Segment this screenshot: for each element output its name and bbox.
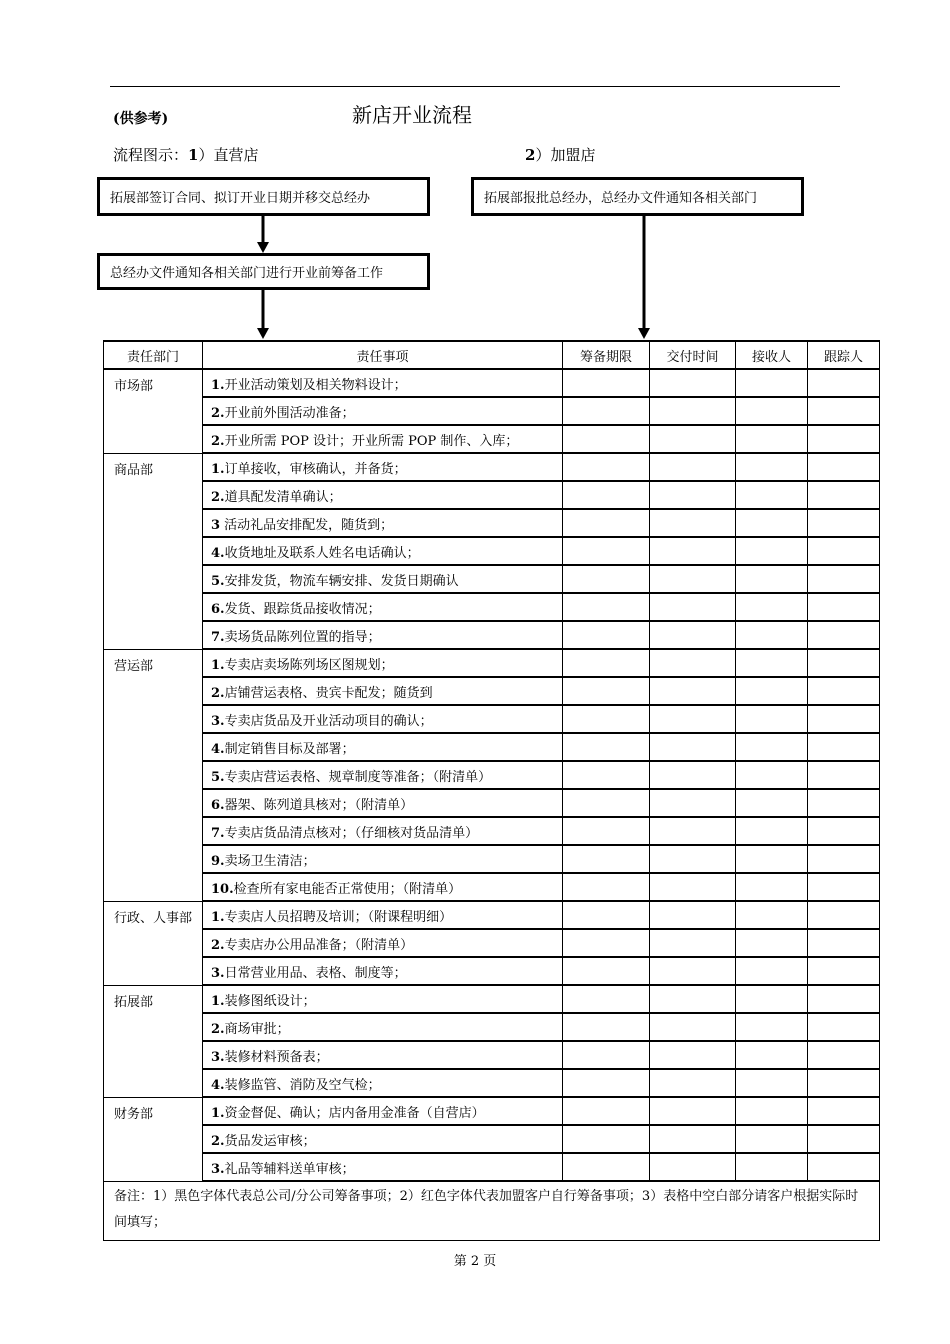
delivery-time-cell[interactable] bbox=[650, 481, 736, 509]
table-row bbox=[104, 677, 880, 705]
flow-box-direct-step2: 总经办文件通知各相关部门进行开业前筹备工作 bbox=[97, 253, 430, 290]
table-row bbox=[104, 873, 880, 901]
receiver-cell[interactable] bbox=[736, 369, 808, 397]
item-cell bbox=[203, 593, 563, 621]
item-cell bbox=[203, 1069, 563, 1097]
receiver-cell[interactable] bbox=[736, 649, 808, 677]
tracker-cell[interactable] bbox=[808, 845, 880, 873]
department-cell: 营运部 bbox=[104, 649, 203, 901]
delivery-time-cell[interactable] bbox=[650, 425, 736, 453]
item-cell bbox=[203, 789, 563, 817]
item-number: 5. bbox=[211, 769, 225, 785]
item-number: 3 bbox=[211, 517, 221, 533]
deadline-cell[interactable] bbox=[563, 1153, 650, 1181]
item-number: 1. bbox=[211, 909, 225, 925]
tracker-cell[interactable] bbox=[808, 1125, 880, 1153]
flow-arrows bbox=[0, 0, 950, 345]
table-row bbox=[104, 537, 880, 565]
table-row bbox=[104, 593, 880, 621]
deadline-cell[interactable] bbox=[563, 509, 650, 537]
item-number: 2. bbox=[211, 489, 225, 505]
table-row bbox=[104, 425, 880, 453]
deadline-cell[interactable] bbox=[563, 733, 650, 761]
delivery-time-cell[interactable] bbox=[650, 677, 736, 705]
delivery-time-cell[interactable] bbox=[650, 509, 736, 537]
receiver-cell[interactable] bbox=[736, 1069, 808, 1097]
item-number: 9. bbox=[211, 853, 225, 869]
item-cell bbox=[203, 677, 563, 705]
receiver-cell[interactable] bbox=[736, 733, 808, 761]
deadline-cell[interactable] bbox=[563, 1069, 650, 1097]
item-text: 收货地址及联系人姓名电话确认； bbox=[224, 545, 420, 561]
tracker-cell[interactable] bbox=[808, 817, 880, 845]
department-cell: 行政、人事部 bbox=[104, 901, 203, 985]
item-text: 货品发运审核； bbox=[224, 1133, 316, 1149]
tracker-cell[interactable] bbox=[808, 985, 880, 1013]
responsibility-table bbox=[103, 340, 880, 1241]
table-row bbox=[104, 397, 880, 425]
receiver-cell[interactable] bbox=[736, 1013, 808, 1041]
table-row bbox=[104, 985, 880, 1013]
item-number: 2. bbox=[211, 433, 225, 449]
item-text: 安排发货，物流车辆安排、发货日期确认 bbox=[224, 573, 459, 589]
item-cell bbox=[203, 733, 563, 761]
item-text: 专卖店卖场陈列场区图规划； bbox=[224, 657, 394, 673]
flow-label-2-num: 2 bbox=[525, 146, 536, 164]
tracker-cell[interactable] bbox=[808, 929, 880, 957]
delivery-time-cell[interactable] bbox=[650, 649, 736, 677]
item-text: 店铺营运表格、贵宾卡配发；随货到 bbox=[224, 685, 433, 701]
item-text: 开业活动策划及相关物料设计； bbox=[224, 377, 407, 393]
receiver-cell[interactable] bbox=[736, 537, 808, 565]
deadline-cell[interactable] bbox=[563, 453, 650, 481]
deadline-cell[interactable] bbox=[563, 621, 650, 649]
table-row bbox=[104, 929, 880, 957]
deadline-cell[interactable] bbox=[563, 761, 650, 789]
item-text: 活动礼品安排配发，随货到； bbox=[220, 517, 394, 533]
item-number: 2. bbox=[211, 1133, 225, 1149]
flow-label-prefix: 流程图示： bbox=[113, 146, 189, 164]
deadline-cell[interactable] bbox=[563, 957, 650, 985]
header-item: 责任事项 bbox=[203, 341, 563, 369]
tracker-cell[interactable] bbox=[808, 705, 880, 733]
item-cell bbox=[203, 481, 563, 509]
table-row bbox=[104, 705, 880, 733]
deadline-cell[interactable] bbox=[563, 929, 650, 957]
table-body bbox=[104, 341, 880, 1241]
header-delivery-time: 交付时间 bbox=[650, 341, 736, 369]
deadline-cell[interactable] bbox=[563, 901, 650, 929]
item-cell bbox=[203, 425, 563, 453]
item-text: 器架、陈列道具核对；（附清单） bbox=[224, 797, 414, 813]
tracker-cell[interactable] bbox=[808, 733, 880, 761]
table-row bbox=[104, 369, 880, 397]
arrow-head-1 bbox=[257, 242, 269, 253]
delivery-time-cell[interactable] bbox=[650, 1069, 736, 1097]
table-note: 备注：1）黑色字体代表总公司/分公司筹备事项；2）红色字体代表加盟客户自行筹备事项；3）表格中空白部分请客户根据实际时间填写； bbox=[104, 1181, 880, 1241]
table-header-row bbox=[104, 341, 880, 369]
deadline-cell[interactable] bbox=[563, 1125, 650, 1153]
item-number: 6. bbox=[211, 601, 225, 617]
delivery-time-cell[interactable] bbox=[650, 957, 736, 985]
tracker-cell[interactable] bbox=[808, 873, 880, 901]
deadline-cell[interactable] bbox=[563, 985, 650, 1013]
delivery-time-cell[interactable] bbox=[650, 1097, 736, 1125]
department-cell: 财务部 bbox=[104, 1097, 203, 1181]
item-text: 礼品等辅料送单审核； bbox=[224, 1161, 355, 1177]
item-number: 1. bbox=[211, 657, 225, 673]
item-text: 资金督促、确认；店内备用金准备（自营店） bbox=[224, 1105, 485, 1121]
receiver-cell[interactable] bbox=[736, 789, 808, 817]
item-number: 4. bbox=[211, 1077, 225, 1093]
item-number: 2. bbox=[211, 405, 225, 421]
flow-box-direct-step1: 拓展部签订合同、拟订开业日期并移交总经办 bbox=[97, 177, 430, 216]
item-cell bbox=[203, 1125, 563, 1153]
receiver-cell[interactable] bbox=[736, 481, 808, 509]
item-number: 2. bbox=[211, 937, 225, 953]
deadline-cell[interactable] bbox=[563, 845, 650, 873]
receiver-cell[interactable] bbox=[736, 705, 808, 733]
department-cell: 市场部 bbox=[104, 369, 203, 453]
item-cell bbox=[203, 453, 563, 481]
item-text: 检查所有家电能否正常使用；（附清单） bbox=[233, 881, 462, 897]
item-text: 专卖店营运表格、规章制度等准备；（附清单） bbox=[224, 769, 492, 785]
receiver-cell[interactable] bbox=[736, 1153, 808, 1181]
item-number: 3. bbox=[211, 1161, 225, 1177]
table-row bbox=[104, 1041, 880, 1069]
tracker-cell[interactable] bbox=[808, 1097, 880, 1125]
delivery-time-cell[interactable] bbox=[650, 593, 736, 621]
flow-label-1-text: ）直营店 bbox=[198, 146, 259, 164]
delivery-time-cell[interactable] bbox=[650, 817, 736, 845]
item-number: 2. bbox=[211, 1021, 225, 1037]
header-receiver: 接收人 bbox=[736, 341, 808, 369]
receiver-cell[interactable] bbox=[736, 453, 808, 481]
delivery-time-cell[interactable] bbox=[650, 929, 736, 957]
table-row bbox=[104, 1069, 880, 1097]
item-number: 5. bbox=[211, 573, 225, 589]
deadline-cell[interactable] bbox=[563, 705, 650, 733]
item-cell bbox=[203, 1013, 563, 1041]
table-row bbox=[104, 789, 880, 817]
item-cell bbox=[203, 509, 563, 537]
tracker-cell[interactable] bbox=[808, 481, 880, 509]
deadline-cell[interactable] bbox=[563, 1013, 650, 1041]
tracker-cell[interactable] bbox=[808, 509, 880, 537]
receiver-cell[interactable] bbox=[736, 1041, 808, 1069]
deadline-cell[interactable] bbox=[563, 873, 650, 901]
item-number: 7. bbox=[211, 825, 225, 841]
tracker-cell[interactable] bbox=[808, 789, 880, 817]
item-text: 道具配发清单确认； bbox=[224, 489, 342, 505]
item-text: 装修材料预备表； bbox=[224, 1049, 329, 1065]
table-row bbox=[104, 1153, 880, 1181]
delivery-time-cell[interactable] bbox=[650, 845, 736, 873]
receiver-cell[interactable] bbox=[736, 873, 808, 901]
arrow-head-2 bbox=[257, 328, 269, 339]
item-cell bbox=[203, 565, 563, 593]
item-cell bbox=[203, 705, 563, 733]
item-number: 3. bbox=[211, 713, 225, 729]
item-cell bbox=[203, 369, 563, 397]
receiver-cell[interactable] bbox=[736, 397, 808, 425]
delivery-time-cell[interactable] bbox=[650, 733, 736, 761]
tracker-cell[interactable] bbox=[808, 1069, 880, 1097]
deadline-cell[interactable] bbox=[563, 1097, 650, 1125]
table-row bbox=[104, 481, 880, 509]
table-row bbox=[104, 1097, 880, 1125]
tracker-cell[interactable] bbox=[808, 649, 880, 677]
item-text: 专卖店办公用品准备；（附清单） bbox=[224, 937, 414, 953]
item-text: 卖场货品陈列位置的指导； bbox=[224, 629, 381, 645]
deadline-cell[interactable] bbox=[563, 593, 650, 621]
delivery-time-cell[interactable] bbox=[650, 537, 736, 565]
item-text: 开业所需 POP 设计；开业所需 POP 制作、入库； bbox=[224, 433, 519, 449]
tracker-cell[interactable] bbox=[808, 565, 880, 593]
item-cell bbox=[203, 845, 563, 873]
receiver-cell[interactable] bbox=[736, 929, 808, 957]
item-number: 1. bbox=[211, 377, 225, 393]
item-cell bbox=[203, 1041, 563, 1069]
receiver-cell[interactable] bbox=[736, 817, 808, 845]
receiver-cell[interactable] bbox=[736, 565, 808, 593]
tracker-cell[interactable] bbox=[808, 957, 880, 985]
item-cell bbox=[203, 817, 563, 845]
table-row bbox=[104, 957, 880, 985]
tracker-cell[interactable] bbox=[808, 901, 880, 929]
item-text: 卖场卫生清洁； bbox=[224, 853, 316, 869]
receiver-cell[interactable] bbox=[736, 985, 808, 1013]
tracker-cell[interactable] bbox=[808, 369, 880, 397]
page-number: 第 2 页 bbox=[453, 1254, 497, 1269]
reference-label: (供参考) bbox=[113, 111, 169, 127]
tracker-cell[interactable] bbox=[808, 1013, 880, 1041]
item-number: 1. bbox=[211, 993, 225, 1009]
delivery-time-cell[interactable] bbox=[650, 1153, 736, 1181]
item-cell bbox=[203, 1097, 563, 1125]
delivery-time-cell[interactable] bbox=[650, 369, 736, 397]
deadline-cell[interactable] bbox=[563, 397, 650, 425]
item-text: 专卖店人员招聘及培训；（附课程明细） bbox=[224, 909, 453, 925]
tracker-cell[interactable] bbox=[808, 425, 880, 453]
table-row bbox=[104, 565, 880, 593]
table-row bbox=[104, 509, 880, 537]
tracker-cell[interactable] bbox=[808, 761, 880, 789]
department-cell: 拓展部 bbox=[104, 985, 203, 1097]
deadline-cell[interactable] bbox=[563, 1041, 650, 1069]
item-cell bbox=[203, 1153, 563, 1181]
item-number: 3. bbox=[211, 1049, 225, 1065]
deadline-cell[interactable] bbox=[563, 649, 650, 677]
department-cell: 商品部 bbox=[104, 453, 203, 649]
tracker-cell[interactable] bbox=[808, 1153, 880, 1181]
deadline-cell[interactable] bbox=[563, 817, 650, 845]
table-row bbox=[104, 649, 880, 677]
receiver-cell[interactable] bbox=[736, 1125, 808, 1153]
deadline-cell[interactable] bbox=[563, 789, 650, 817]
delivery-time-cell[interactable] bbox=[650, 565, 736, 593]
item-text: 专卖店货品及开业活动项目的确认； bbox=[224, 713, 433, 729]
table-row bbox=[104, 1013, 880, 1041]
note-row bbox=[104, 1181, 880, 1241]
receiver-cell[interactable] bbox=[736, 901, 808, 929]
item-text: 专卖店货品清点核对；（仔细核对货品清单） bbox=[224, 825, 479, 841]
receiver-cell[interactable] bbox=[736, 845, 808, 873]
item-text: 日常营业用品、表格、制度等； bbox=[224, 965, 407, 981]
tracker-cell[interactable] bbox=[808, 677, 880, 705]
item-cell bbox=[203, 873, 563, 901]
delivery-time-cell[interactable] bbox=[650, 985, 736, 1013]
table-row bbox=[104, 621, 880, 649]
item-cell bbox=[203, 985, 563, 1013]
delivery-time-cell[interactable] bbox=[650, 761, 736, 789]
deadline-cell[interactable] bbox=[563, 565, 650, 593]
item-cell bbox=[203, 901, 563, 929]
tracker-cell[interactable] bbox=[808, 453, 880, 481]
receiver-cell[interactable] bbox=[736, 509, 808, 537]
flow-label-1-num: 1 bbox=[188, 146, 199, 164]
page-title: 新店开业流程 bbox=[352, 103, 472, 127]
receiver-cell[interactable] bbox=[736, 761, 808, 789]
table-row bbox=[104, 845, 880, 873]
delivery-time-cell[interactable] bbox=[650, 1013, 736, 1041]
flow-box-franchise-step1: 拓展部报批总经办，总经办文件通知各相关部门 bbox=[471, 177, 804, 216]
item-text: 订单接收，审核确认，并备货； bbox=[224, 461, 407, 477]
item-number: 2. bbox=[211, 685, 225, 701]
delivery-time-cell[interactable] bbox=[650, 901, 736, 929]
item-number: 10. bbox=[211, 881, 234, 897]
header-tracker: 跟踪人 bbox=[808, 341, 880, 369]
delivery-time-cell[interactable] bbox=[650, 397, 736, 425]
item-number: 7. bbox=[211, 629, 225, 645]
table-row bbox=[104, 901, 880, 929]
item-cell bbox=[203, 397, 563, 425]
item-cell bbox=[203, 929, 563, 957]
item-number: 4. bbox=[211, 741, 225, 757]
delivery-time-cell[interactable] bbox=[650, 621, 736, 649]
tracker-cell[interactable] bbox=[808, 537, 880, 565]
deadline-cell[interactable] bbox=[563, 537, 650, 565]
receiver-cell[interactable] bbox=[736, 425, 808, 453]
item-text: 发货、跟踪货品接收情况； bbox=[224, 601, 381, 617]
table-row bbox=[104, 761, 880, 789]
table-row bbox=[104, 817, 880, 845]
tracker-cell[interactable] bbox=[808, 1041, 880, 1069]
deadline-cell[interactable] bbox=[563, 481, 650, 509]
receiver-cell[interactable] bbox=[736, 1097, 808, 1125]
tracker-cell[interactable] bbox=[808, 621, 880, 649]
tracker-cell[interactable] bbox=[808, 593, 880, 621]
item-cell bbox=[203, 761, 563, 789]
table-row bbox=[104, 1125, 880, 1153]
item-text: 装修图纸设计； bbox=[224, 993, 316, 1009]
table-row bbox=[104, 453, 880, 481]
item-text: 商场审批； bbox=[224, 1021, 290, 1037]
deadline-cell[interactable] bbox=[563, 677, 650, 705]
item-cell bbox=[203, 649, 563, 677]
header-department: 责任部门 bbox=[104, 341, 203, 369]
receiver-cell[interactable] bbox=[736, 957, 808, 985]
item-text: 制定销售目标及部署； bbox=[224, 741, 355, 757]
receiver-cell[interactable] bbox=[736, 677, 808, 705]
delivery-time-cell[interactable] bbox=[650, 705, 736, 733]
receiver-cell[interactable] bbox=[736, 621, 808, 649]
delivery-time-cell[interactable] bbox=[650, 1041, 736, 1069]
deadline-cell[interactable] bbox=[563, 369, 650, 397]
delivery-time-cell[interactable] bbox=[650, 789, 736, 817]
item-number: 3. bbox=[211, 965, 225, 981]
deadline-cell[interactable] bbox=[563, 425, 650, 453]
item-number: 1. bbox=[211, 461, 225, 477]
item-cell bbox=[203, 537, 563, 565]
item-number: 4. bbox=[211, 545, 225, 561]
item-cell bbox=[203, 957, 563, 985]
arrow-head-3 bbox=[638, 328, 650, 339]
delivery-time-cell[interactable] bbox=[650, 1125, 736, 1153]
item-text: 开业前外围活动准备； bbox=[224, 405, 355, 421]
receiver-cell[interactable] bbox=[736, 593, 808, 621]
delivery-time-cell[interactable] bbox=[650, 873, 736, 901]
tracker-cell[interactable] bbox=[808, 397, 880, 425]
flow-label-2-text: ）加盟店 bbox=[535, 146, 596, 164]
item-number: 6. bbox=[211, 797, 225, 813]
delivery-time-cell[interactable] bbox=[650, 453, 736, 481]
item-text: 装修监管、消防及空气检； bbox=[224, 1077, 381, 1093]
header-deadline: 筹备期限 bbox=[563, 341, 650, 369]
item-number: 1. bbox=[211, 1105, 225, 1121]
item-cell bbox=[203, 621, 563, 649]
table-row bbox=[104, 733, 880, 761]
